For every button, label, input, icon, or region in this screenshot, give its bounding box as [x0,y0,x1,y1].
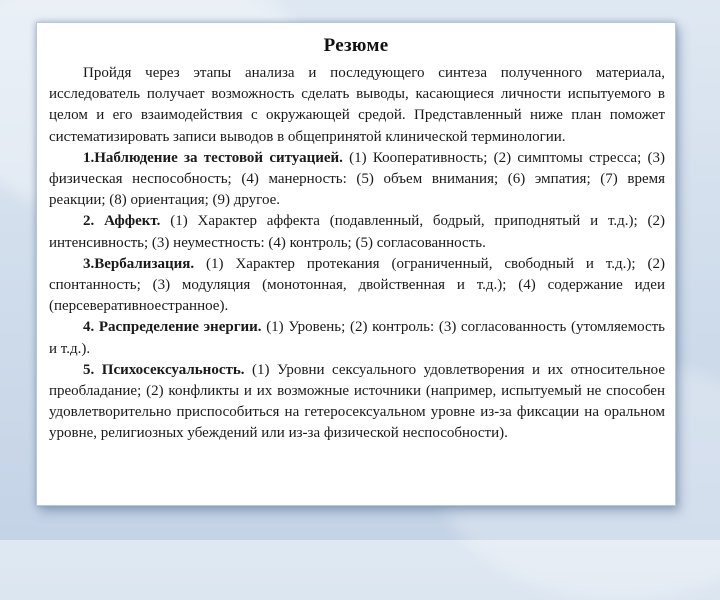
section-heading: 4. Распределение энергии. [83,319,262,336]
slide-body [49,63,665,445]
section-heading: 2. Аффект. [83,213,161,230]
section-heading: 1.Наблюдение за тестовой ситуацией. [83,149,343,166]
section-paragraph [49,254,665,318]
section-paragraph [49,211,665,253]
section-paragraph [49,317,665,359]
section-heading: 5. Психосексуальность. [83,361,245,378]
section-paragraph [49,148,665,212]
section-body: (1) Характер аффекта (подавленный, бодрый, приподнятый и т.д.); (2) интенсивность; (3) неуместность: (4) контроль; (5) согласованность. [49,213,665,251]
section-body: (1) Кооперативность; (2) симптомы стресса; (3) физическая неспособность; (4) манерность: (5) объем внимания; (6) эмпатия; (7) время реакции; (8) ориентация; (9) другое. [49,149,665,209]
section-body: (1) Характер протекания (ограниченный, свободный и т.д.); (2) спонтанность; (3) модуляция (монотонная, двойственная и т.д.); (4) содержание идеи (персеверативноестранное). [49,255,665,315]
slide-title: Резюме [323,35,389,56]
section-paragraph [49,360,665,445]
slide-panel [36,22,676,506]
section-body: (1) Уровень; (2) контроль: (3) согласованность (утомляемость и т.д.). [49,319,665,357]
section-heading: 3.Вербализация. [83,255,195,272]
intro-paragraph: Пройдя через этапы анализа и последующего синтеза полученного материала, исследователь получает возможность сделать выводы, касающиеся личности испытуемого в целом и его взаимодействия с окружающей средой. Представленный ниже план поможет систематизировать записи выводов в общепринятой клинической терминологии. [49,65,665,145]
section-body: (1) Уровни сексуального удовлетворения и их относительное преобладание; (2) конфликты и их возможные источники (например, испытуемый не способен удовлетворительно приспособиться на гетеросексуальном уровне из-за фиксации на оральном уровне, религиозных убеждений или из-за физической неспособности). [49,361,665,442]
